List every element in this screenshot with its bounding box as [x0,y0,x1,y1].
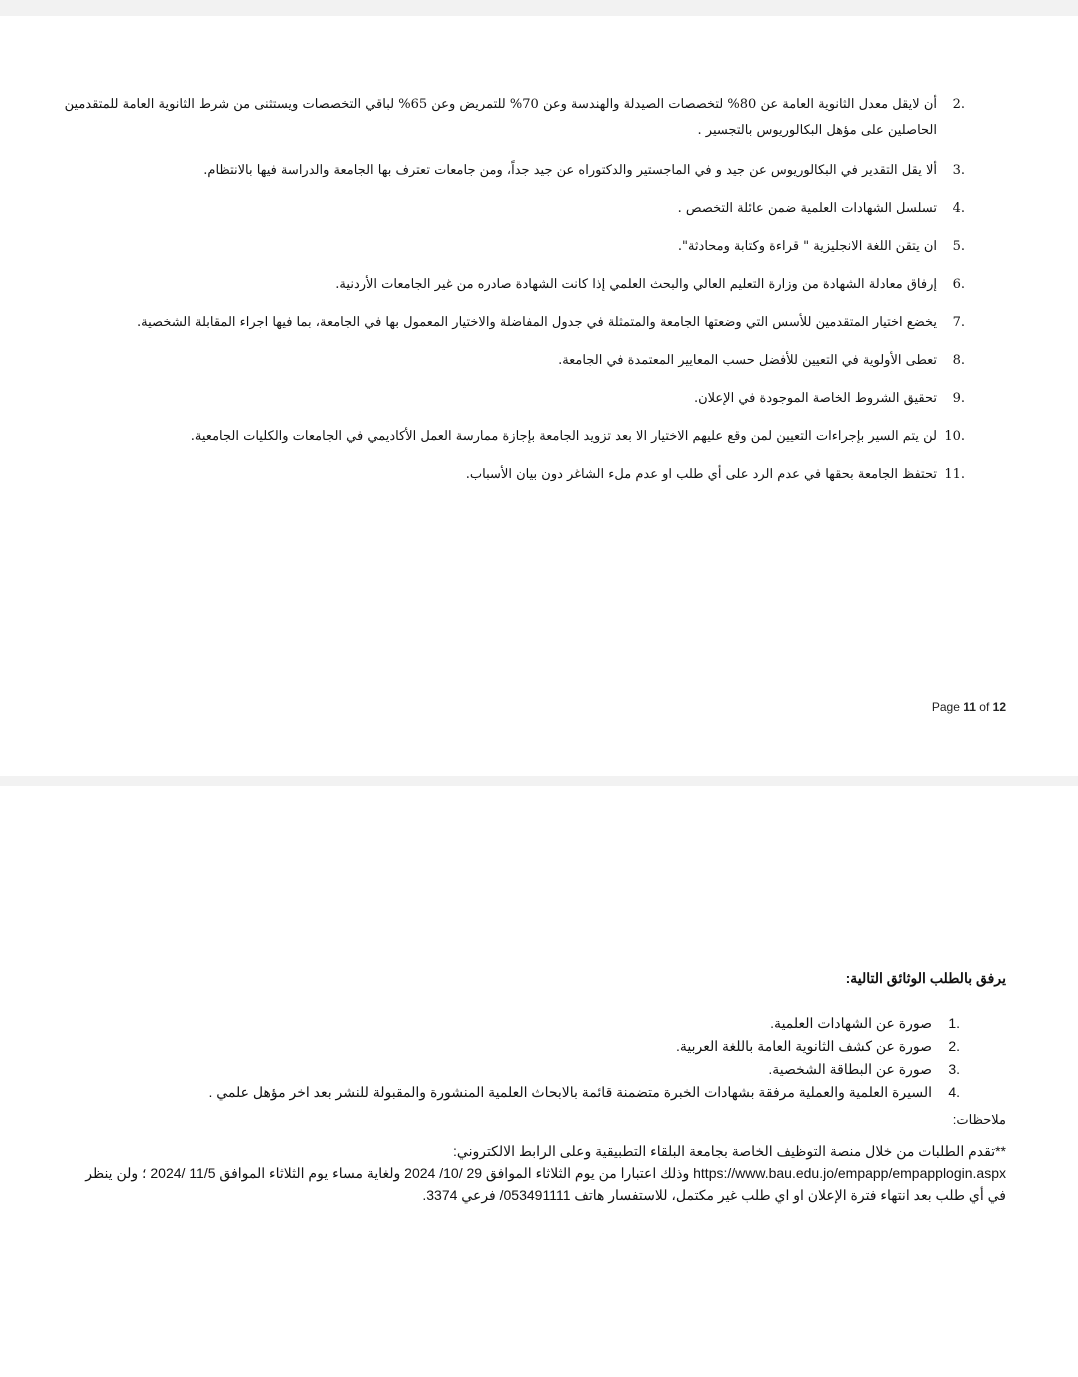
list-item [80,1012,960,1035]
item-text: السيرة العلمية والعملية مرفقة بشهادات الخبرة متضمنة قائمة بالابحاث العلمية المنشورة والمقبولة للنشر بعد اخر مؤهل علمي . [208,1084,932,1100]
list-item [60,197,965,220]
item-text: تحقيق الشروط الخاصة الموجودة في الإعلان. [693,391,937,406]
item-text: صورة عن البطاقة الشخصية. [768,1061,932,1077]
item-text: أن لايقل معدل الثانوية العامة عن 80% لتخصصات الصيدلة والهندسة وعن 70% للتمريض وعن 65% لباقي التخصصات ويستثنى من شرط الثانوية العامة للمتقدمين الحاصلين على مؤهل البكالوريوس بالتجسير . [64,97,937,138]
requirements-list [60,92,965,501]
item-number: 2. [952,97,965,112]
document-page-11 [0,16,1078,776]
list-item [80,1081,960,1104]
item-text: إرفاق معادلة الشهادة من وزارة التعليم العالي والبحث العلمي إذا كانت الشهادة صادره من غير الجامعات الأردنية. [335,277,937,292]
item-number: 4. [952,201,965,216]
list-item [80,1035,960,1058]
item-number: 6. [952,277,965,292]
page-current: 11 [963,700,976,714]
page-total: 12 [992,700,1006,714]
page-word: Page [931,700,960,714]
attachments-heading: يرفق بالطلب الوثائق التالية: [845,970,1006,986]
notes-paragraph [66,1140,1006,1206]
item-text: تسلسل الشهادات العلمية ضمن عائلة التخصص . [677,201,937,216]
item-number: 2. [948,1038,960,1054]
page-number [880,700,1006,714]
item-number: 8. [952,353,965,368]
list-item [60,425,965,448]
page-of-word: of [979,700,990,714]
attachments-list [80,1012,960,1104]
item-text: تعطى الأولوية في التعيين للأفضل حسب المعايير المعتمدة في الجامعة. [558,353,937,368]
application-link[interactable]: https://www.bau.edu.jo/empapp/empapplogin.aspx [693,1165,1006,1181]
item-number: 3. [948,1061,960,1077]
item-number: 7. [952,315,965,330]
list-item [80,1058,960,1081]
item-text: ألا يقل التقدير في البكالوريوس عن جيد و في الماجستير والدكتوراه عن جيد جداً، ومن جامعات تعترف بها الجامعة والدراسة فيها بالانتظام. [203,163,937,178]
list-item [60,387,965,410]
list-item [60,463,965,486]
item-number: 3. [952,163,965,178]
item-text: تحتفظ الجامعة بحقها في عدم الرد على أي طلب او عدم ملء الشاغر دون بيان الأسباب. [465,467,937,482]
notes-intro: **تقدم الطلبات من خلال منصة التوظيف الخاصة بجامعة البلقاء التطبيقية وعلى الرابط الالكتروني: [453,1143,1006,1159]
list-item [60,311,965,334]
notes-dates-text: وذلك اعتبارا من يوم الثلاثاء الموافق 29 /10/ 2024 ولغاية مساء يوم الثلاثاء الموافق 11/5 /2024 ؛ ولن ينظر في أي طلب بعد انتهاء فترة الإعلان او اي طلب غير مكتمل، للاستفسار هاتف 053491111/ فرعي 3374. [85,1165,1006,1203]
item-number: 10. [944,429,965,444]
list-item [60,235,965,258]
item-text: ان يتقن اللغة الانجليزية " قراءة وكتابة ومحادثة". [677,239,937,254]
notes-label: ملاحظات: [952,1112,1006,1127]
item-text: لن يتم السير بإجراءات التعيين لمن وقع عليهم الاختيار الا بعد تزويد الجامعة بإجازة ممارسة العمل الأكاديمي في الجامعات والكليات الجامعية. [190,429,937,444]
notes-details [66,1162,1006,1206]
item-text: صورة عن الشهادات العلمية. [770,1015,932,1031]
list-item [60,92,965,144]
document-page-12 [0,786,1078,1377]
list-item [60,349,965,372]
list-item [60,159,965,182]
item-text: يخضع اختيار المتقدمين للأسس التي وضعتها الجامعة والمتمثلة في جدول المفاضلة والاختيار المعمول بها في الجامعة، بما فيها اجراء المقابلة الشخصية. [137,315,937,330]
list-item [60,273,965,296]
item-text: صورة عن كشف الثانوية العامة باللغة العربية. [675,1038,932,1054]
item-number: 4. [948,1084,960,1100]
item-number: 1. [948,1015,960,1031]
item-number: 9. [952,391,965,406]
item-number: 5. [952,239,965,254]
item-number: 11. [944,467,965,482]
